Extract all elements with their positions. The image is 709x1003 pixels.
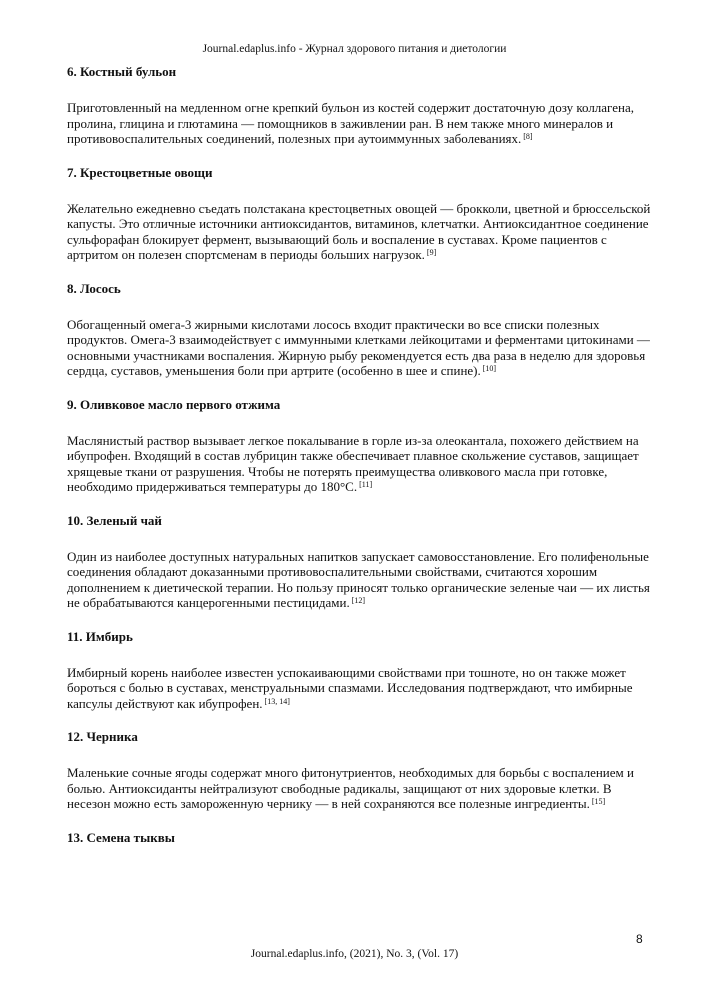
section-ginger	[67, 629, 657, 712]
running-footer: Journal.edaplus.info, (2021), No. 3, (Vol. 17)	[250, 948, 459, 960]
section-title: 11. Имбирь	[67, 628, 133, 644]
section-olive-oil	[67, 397, 657, 495]
page-number: 8	[636, 932, 643, 946]
section-title: 10. Зеленый чай	[67, 512, 162, 528]
section-paragraph	[67, 665, 657, 712]
section-paragraph	[67, 100, 657, 147]
citation-ref: [15]	[591, 797, 606, 806]
section-title: 7. Крестоцветные овощи	[67, 164, 213, 180]
paragraph-text: Маленькие сочные ягоды содержат много фитонутриентов, необходимых для борьбы с воспалением и болью. Антиоксиданты нейтрализуют свободные радикалы, защищают от них здоровые клетки. В несезон можно есть замороженную чернику — в ней сохраняются все полезные ингредиенты.	[67, 765, 634, 811]
section-paragraph	[67, 317, 657, 379]
citation-ref: [10]	[482, 364, 497, 373]
paragraph-text: Маслянистый раствор вызывает легкое покалывание в горле из-за олеокантала, похожего действием на ибупрофен. Входящий в состав лубрицин также обеспечивает плавное скольжение суставов, защищает хрящевые ткани от разрушения. Чтобы не потерять преимущества оливкового масла при готовке, необходимо придерживаться температуры до 180°C.	[67, 432, 639, 494]
section-title: 8. Лосось	[67, 280, 121, 296]
section-title: 12. Черника	[67, 729, 138, 744]
citation-ref: [11]	[359, 480, 373, 489]
paragraph-text: Приготовленный на медленном огне крепкий бульон из костей содержит достаточную дозу коллагена, пролина, глицина и глютамина — помощников в заживлении ран. В нем также много минералов и противовоспалительных соединений, полезных при аутоиммунных заболеваниях.	[67, 100, 634, 146]
section-title: 6. Костный бульон	[67, 64, 177, 79]
running-header: Journal.edaplus.info - Журнал здорового питания и диетологии	[202, 43, 507, 55]
citation-ref: [13, 14]	[264, 696, 290, 706]
article-content	[67, 64, 657, 866]
paragraph-text: Имбирный корень наиболее известен успокаивающими свойствами при тошноте, но он также может бороться с болью в суставах, менструальными спазмами. Исследования подтверждают, что имбирные капсулы действуют как ибупрофен.	[67, 664, 633, 711]
section-blueberry	[67, 729, 657, 812]
section-title: 9. Оливковое масло первого отжима	[67, 396, 281, 412]
paragraph-text: Желательно ежедневно съедать полстакана крестоцветных овощей — брокколи, цветной и брюссельской капусты. Это отличные источники антиоксидантов, витаминов, клетчатки. Антиоксидантное соединение сульфорафан блокирует фермент, вызывающий боль и воспаление в суставах. Кроме пациентов с артритом он полезен спортсменам в периоды больших нагрузок.	[67, 200, 651, 262]
paragraph-text: Один из наиболее доступных натуральных напитков запускает самовосстановление. Его полифенольные соединения обладают доказанными противовоспалительными свойствами, считаются хорошим дополнением к диетической терапии. Но пользу приносят только органические зеленые чаи — их листья не обрабатываются канцерогенными пестицидами.	[67, 548, 650, 610]
paragraph-text: Обогащенный омега-3 жирными кислотами лосось входит практически во все списки полезных продуктов. Омега-3 взаимодействует с иммунными клетками лейкоцитами и ферментами цитокинами — основными участниками воспаления. Жирную рыбу рекомендуется есть два раза в неделю для здоровья сердца, суставов, уменьшения боли при артрите (особенно в шее и спине).	[67, 316, 650, 378]
citation-ref: [12]	[351, 596, 366, 605]
section-pumpkin-seeds	[67, 830, 657, 846]
section-cruciferous-vegetables	[67, 165, 657, 263]
section-salmon	[67, 281, 657, 379]
section-bone-broth	[67, 64, 657, 147]
section-paragraph	[67, 549, 657, 611]
section-title: 13. Семена тыквы	[67, 829, 175, 845]
citation-ref: [9]	[426, 248, 437, 257]
citation-ref: [8]	[523, 132, 533, 141]
section-paragraph	[67, 765, 657, 812]
section-paragraph	[67, 201, 657, 263]
section-green-tea	[67, 513, 657, 611]
section-paragraph	[67, 433, 657, 495]
